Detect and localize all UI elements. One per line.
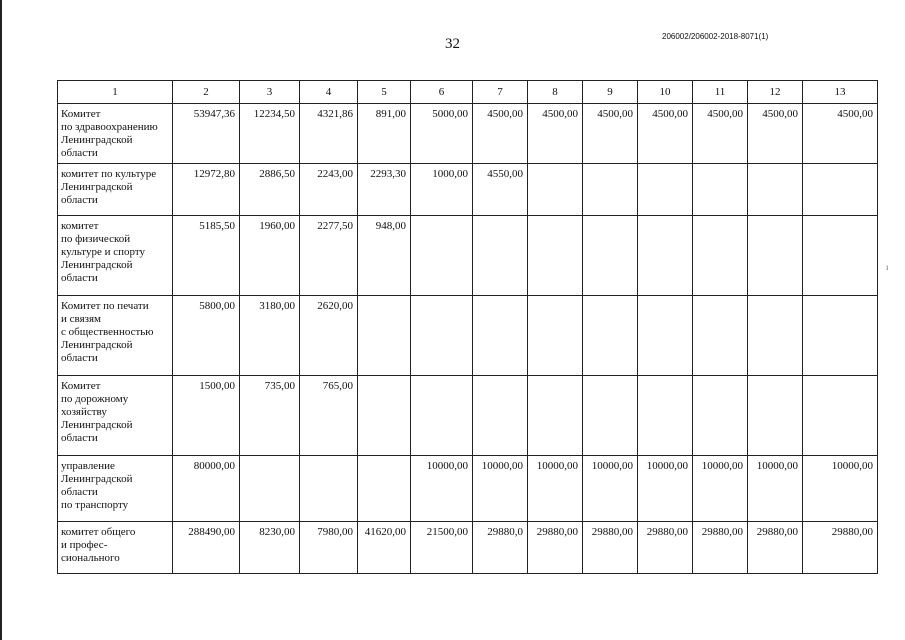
table-cell: 29880,00 (638, 522, 693, 574)
column-header: 6 (411, 81, 473, 104)
table-row (58, 376, 878, 456)
table-cell (693, 164, 748, 216)
table-cell: 2620,00 (300, 296, 358, 376)
table-cell: 12234,50 (240, 104, 300, 164)
table-cell: 10000,00 (748, 456, 803, 522)
row-name: Комитет по печати и связям с общественностью Ленинградской области (58, 296, 173, 376)
table-cell (473, 296, 528, 376)
row-name: комитет по физической культуре и спорту Ленинградской области (58, 216, 173, 296)
table-cell (638, 296, 693, 376)
table-cell (583, 376, 638, 456)
row-name: Комитет по здравоохранению Ленинградской области (58, 104, 173, 164)
table-cell: 948,00 (358, 216, 411, 296)
table-cell (748, 296, 803, 376)
row-name: комитет общего и профес- сионального (58, 522, 173, 574)
table-cell (693, 376, 748, 456)
table-cell: 5000,00 (411, 104, 473, 164)
column-header: 10 (638, 81, 693, 104)
table-cell: 29880,00 (528, 522, 583, 574)
column-header: 9 (583, 81, 638, 104)
table-cell: 10000,00 (528, 456, 583, 522)
table-cell: 10000,00 (693, 456, 748, 522)
table-cell (583, 164, 638, 216)
table-cell (528, 376, 583, 456)
column-header: 7 (473, 81, 528, 104)
edge-mark: ı (886, 262, 889, 272)
column-header: 13 (803, 81, 878, 104)
table-cell: 765,00 (300, 376, 358, 456)
column-header: 5 (358, 81, 411, 104)
table-cell: 4500,00 (473, 104, 528, 164)
table-cell (411, 376, 473, 456)
table-cell: 5185,50 (173, 216, 240, 296)
column-header: 11 (693, 81, 748, 104)
table-cell: 891,00 (358, 104, 411, 164)
table-cell: 4500,00 (803, 104, 878, 164)
table-cell (693, 216, 748, 296)
table-cell (411, 216, 473, 296)
table-cell: 12972,80 (173, 164, 240, 216)
table-cell (583, 296, 638, 376)
table-cell: 4500,00 (748, 104, 803, 164)
table-row (58, 164, 878, 216)
table-row (58, 216, 878, 296)
column-header: 4 (300, 81, 358, 104)
table-cell (473, 376, 528, 456)
table-cell: 1000,00 (411, 164, 473, 216)
table-cell (638, 164, 693, 216)
table-cell (473, 216, 528, 296)
table-cell: 29880,00 (748, 522, 803, 574)
table-cell: 29880,00 (693, 522, 748, 574)
column-header: 2 (173, 81, 240, 104)
table-cell (358, 456, 411, 522)
table-cell: 2277,50 (300, 216, 358, 296)
table-cell: 29880,00 (803, 522, 878, 574)
table-cell (528, 216, 583, 296)
table-cell: 29880,00 (583, 522, 638, 574)
table-cell (638, 376, 693, 456)
table-cell (583, 216, 638, 296)
table-row (58, 296, 878, 376)
document-code: 206002/206002-2018-8071(1) (662, 32, 769, 41)
table-cell: 7980,00 (300, 522, 358, 574)
column-header: 12 (748, 81, 803, 104)
table-cell: 4321,86 (300, 104, 358, 164)
table-cell: 8230,00 (240, 522, 300, 574)
table-cell (411, 296, 473, 376)
table-cell (358, 296, 411, 376)
header-row (58, 81, 878, 104)
table-cell (803, 296, 878, 376)
table-cell: 4500,00 (528, 104, 583, 164)
table-cell: 10000,00 (473, 456, 528, 522)
table-cell (528, 296, 583, 376)
table-cell (803, 164, 878, 216)
table-cell: 29880,0 (473, 522, 528, 574)
table-row (58, 522, 878, 574)
column-header: 8 (528, 81, 583, 104)
table-cell (358, 376, 411, 456)
table-cell: 2243,00 (300, 164, 358, 216)
table-cell: 1500,00 (173, 376, 240, 456)
row-name: управление Ленинградской области по транспорту (58, 456, 173, 522)
table-cell (748, 216, 803, 296)
table-cell: 4500,00 (583, 104, 638, 164)
page-number: 32 (445, 36, 460, 52)
scan-left-edge (0, 0, 2, 640)
table-cell: 735,00 (240, 376, 300, 456)
table-cell (803, 216, 878, 296)
table-cell: 80000,00 (173, 456, 240, 522)
table-cell: 4500,00 (638, 104, 693, 164)
table-cell (528, 164, 583, 216)
row-name: Комитет по дорожному хозяйству Ленинградской области (58, 376, 173, 456)
column-header: 1 (58, 81, 173, 104)
table-cell: 10000,00 (638, 456, 693, 522)
budget-table (57, 80, 878, 574)
table-cell: 10000,00 (583, 456, 638, 522)
table-cell (693, 296, 748, 376)
table-cell: 1960,00 (240, 216, 300, 296)
table-row (58, 456, 878, 522)
table-row (58, 104, 878, 164)
table-cell: 288490,00 (173, 522, 240, 574)
table-cell: 3180,00 (240, 296, 300, 376)
table-cell (638, 216, 693, 296)
table-cell: 4500,00 (693, 104, 748, 164)
table-cell (240, 456, 300, 522)
column-header: 3 (240, 81, 300, 104)
table-cell (748, 164, 803, 216)
table-cell: 10000,00 (411, 456, 473, 522)
table-cell: 41620,00 (358, 522, 411, 574)
table-cell: 53947,36 (173, 104, 240, 164)
table-cell (300, 456, 358, 522)
table-cell: 10000,00 (803, 456, 878, 522)
row-name: комитет по культуре Ленинградской области (58, 164, 173, 216)
table-cell: 2293,30 (358, 164, 411, 216)
table-cell: 21500,00 (411, 522, 473, 574)
table-cell: 2886,50 (240, 164, 300, 216)
table-cell (803, 376, 878, 456)
table-cell: 4550,00 (473, 164, 528, 216)
table-cell: 5800,00 (173, 296, 240, 376)
table-cell (748, 376, 803, 456)
